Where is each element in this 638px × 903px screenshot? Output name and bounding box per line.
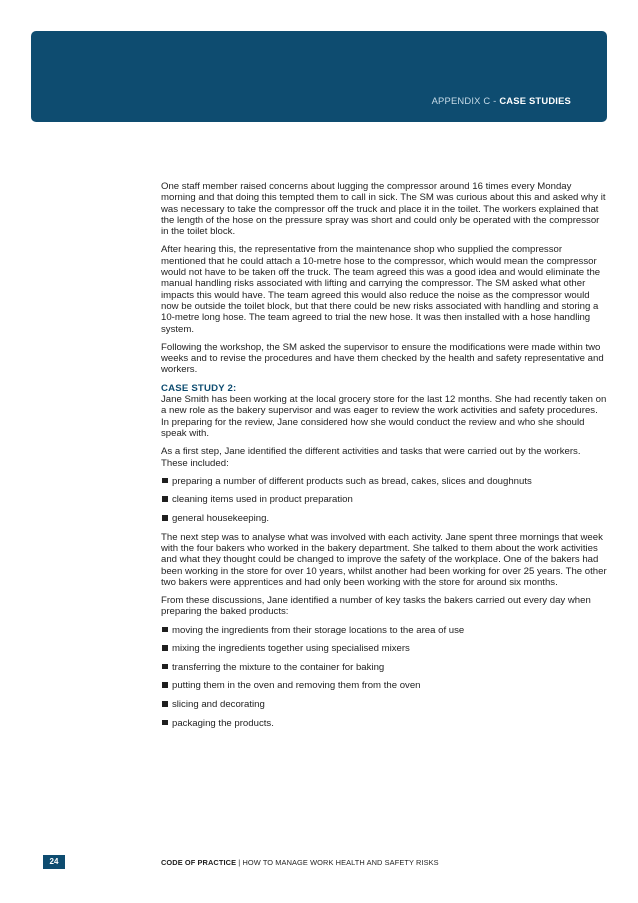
list-item-text: transferring the mixture to the container for baking <box>172 661 385 673</box>
footer-code-label: CODE OF PRACTICE <box>161 858 237 867</box>
paragraph: One staff member raised concerns about lugging the compressor around 16 times every Monday morning and that doing this tempted them to call in sick. The SM was curious about this and asked why it was necessary to take the compressor off the truck and place it in the toilet. The workers explained that the length of the hose on the pressure spray was short and could only be operated with the compressor in the toilet block. <box>161 181 606 238</box>
list-item <box>161 662 607 673</box>
case-study-heading: CASE STUDY 2: <box>161 382 237 394</box>
list-item <box>161 625 607 636</box>
bullet-icon <box>162 701 168 707</box>
tasks-list <box>161 625 607 729</box>
bullet-icon <box>162 627 168 633</box>
bullet-icon <box>162 515 168 521</box>
paragraph: From these discussions, Jane identified a number of key tasks the bakers carried out every day when preparing the baked products: <box>161 595 591 618</box>
list-item-text: putting them in the oven and removing them from the oven <box>172 680 421 692</box>
page-number: 24 <box>43 855 65 869</box>
bullet-icon <box>162 720 168 726</box>
list-item-text: preparing a number of different products such as bread, cakes, slices and doughnuts <box>172 475 532 487</box>
list-item <box>161 718 607 729</box>
paragraph: After hearing this, the representative from the maintenance shop who supplied the compressor mentioned that he could attach a 10-metre hose to the compressor, which would mean the compressor would not have to be taken off the truck. The team agreed this was a good idea and would eliminate the manual handling risks associated with lifting and carrying the compressor. The SM asked what other impacts this would have. The team agreed this would also reduce the noise as the compressor would now be outside the toilet block, but that there could be new risks associated with handling and storing a 10-metre long hose. The team agreed to trial the new hose. It was then installed with a hose handling system. <box>161 244 601 335</box>
bullet-icon <box>162 664 168 670</box>
list-item-text: general housekeeping. <box>172 513 270 525</box>
section-title <box>432 95 571 106</box>
list-item-text: moving the ingredients from their storage locations to the area of use <box>172 624 465 636</box>
bullet-icon <box>162 496 168 502</box>
list-item <box>161 494 607 505</box>
paragraph: As a first step, Jane identified the different activities and tasks that were carried out by the workers. These included: <box>161 446 581 469</box>
header-banner <box>31 31 607 122</box>
footer-separator: | <box>236 858 243 867</box>
list-item <box>161 699 607 710</box>
footer-title <box>161 858 439 867</box>
page-content <box>161 181 607 736</box>
paragraph: Jane Smith has been working at the local grocery store for the last 12 months. She had recently taken on a new role as the bakery supervisor and was eager to review the work activities and safety procedures. In preparing for the review, Jane considered how she would conduct the review and who she should speak with. <box>161 394 607 439</box>
list-item-text: slicing and decorating <box>172 699 265 711</box>
footer-document-title: HOW TO MANAGE WORK HEALTH AND SAFETY RISKS <box>242 858 439 867</box>
list-item-text: cleaning items used in product preparation <box>172 494 353 506</box>
bullet-icon <box>162 478 168 484</box>
activities-list <box>161 476 607 524</box>
appendix-label: APPENDIX C - <box>431 95 500 106</box>
list-item <box>161 476 607 487</box>
list-item-text: packaging the products. <box>172 717 274 729</box>
paragraph: The next step was to analyse what was involved with each activity. Jane spent three mornings that week with the four bakers who worked in the bakery department. She talked to them about the work activities and what they thought could be changed to improve the safety of the workplace. One of the bakers had been working in the store for over 10 years, whilst another had been working for over 25 years. The other two bakers were apprentices and had only been working with the store for around six months. <box>161 531 607 588</box>
section-name: CASE STUDIES <box>499 95 571 106</box>
list-item <box>161 513 607 524</box>
list-item-text: mixing the ingredients together using specialised mixers <box>172 643 410 655</box>
list-item <box>161 680 607 691</box>
bullet-icon <box>162 645 168 651</box>
paragraph: Following the workshop, the SM asked the supervisor to ensure the modifications were made within two weeks and to revise the procedures and have them checked by the health and safety representative and workers. <box>161 341 604 376</box>
list-item <box>161 643 607 654</box>
bullet-icon <box>162 682 168 688</box>
